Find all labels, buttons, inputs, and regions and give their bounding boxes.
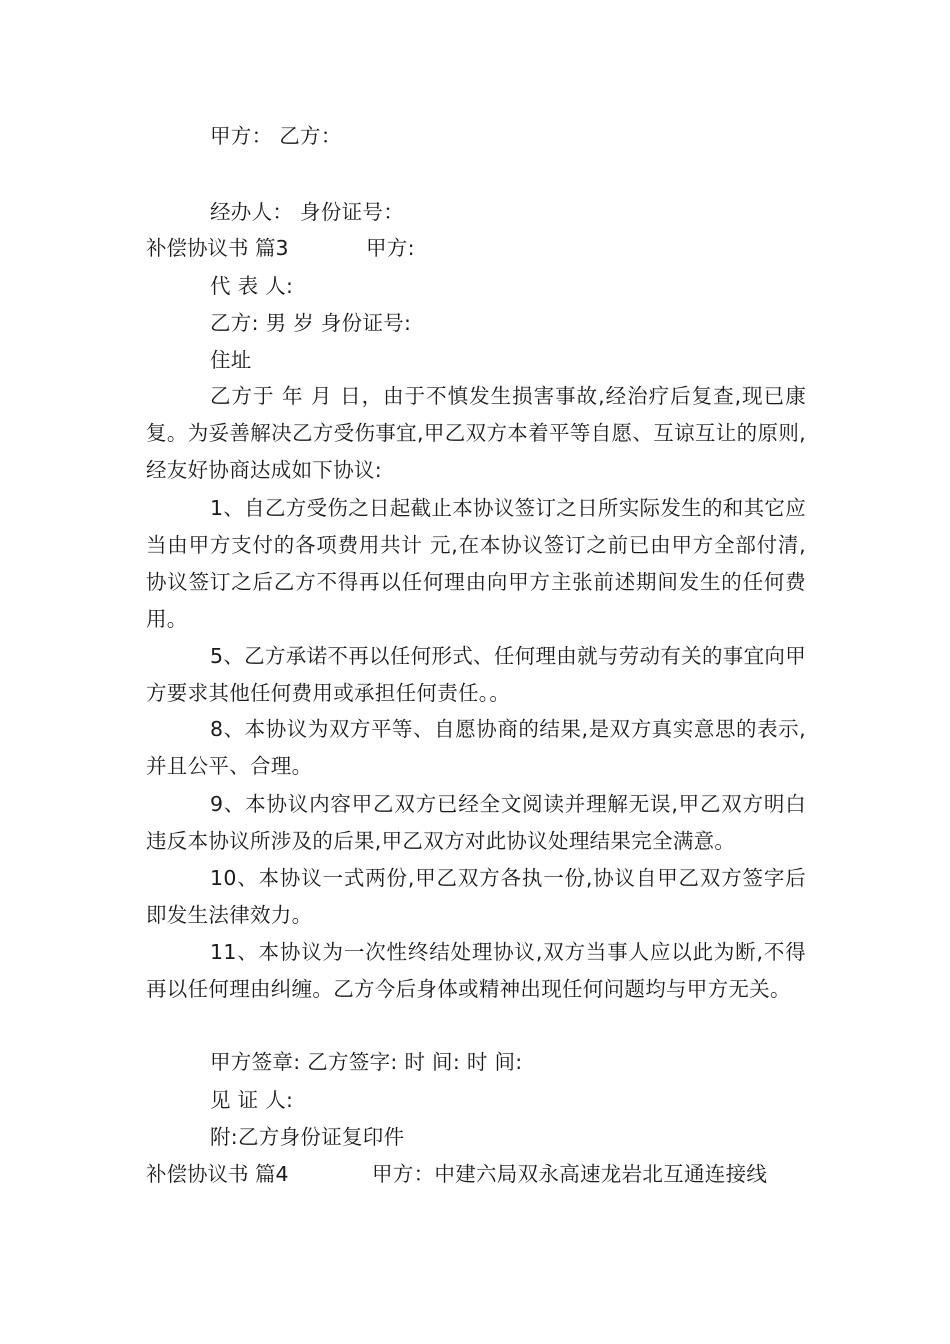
section3-address: 住址 <box>210 348 252 372</box>
clause-5-paragraph: 5、乙方承诺不再以任何形式、任何理由就与劳动有关的事宜向甲方要求其他任何费用或承担任何责任。。 <box>146 644 806 705</box>
handler-id-line: 经办人： 身份证号： <box>210 200 405 224</box>
section4-title: 补偿协议书 篇4 <box>146 1162 289 1186</box>
top-parties-line: 甲方： 乙方： <box>210 124 342 148</box>
clause-9-paragraph: 9、本协议内容甲乙双方已经全文阅读并理解无误,甲乙双方明白违反本协议所涉及的后果,甲乙双方对此协议处理结果完全满意。 <box>146 792 806 853</box>
clause-8-paragraph: 8、本协议为双方平等、自愿协商的结果,是双方真实意思的表示,并且公平、合理。 <box>146 717 806 778</box>
section3-title: 补偿协议书 篇3 <box>146 236 289 260</box>
clause-1-paragraph: 1、自乙方受伤之日起截止本协议签订之日所实际发生的和其它应当由甲方支付的各项费用共计 元,在本协议签订之前已由甲方全部付清,协议签订之后乙方不得再以任何理由向甲方主张前述期间发生的任何费用。 <box>146 496 806 631</box>
section4-party-a: 甲方：中建六局双永高速龙岩北互通连接线 <box>372 1162 768 1186</box>
attachment-line: 附:乙方身份证复印件 <box>210 1125 405 1149</box>
section3-representative: 代 表 人: <box>210 274 294 298</box>
section3-party-a: 甲方: <box>366 236 415 260</box>
clause-10-paragraph: 10、本协议一式两份,甲乙双方各执一份,协议自甲乙双方签字后即发生法律效力。 <box>146 866 806 927</box>
witness-line: 见 证 人: <box>210 1088 294 1112</box>
section3-party-b: 乙方: 男 岁 身份证号: <box>210 311 412 335</box>
signatures-line: 甲方签章: 乙方签字: 时 间: 时 间: <box>210 1050 523 1074</box>
clause-11-paragraph: 11、本协议为一次性终结处理协议,双方当事人应以此为断,不得再以任何理由纠缠。乙方今后身体或精神出现任何问题均与甲方无关。 <box>146 940 806 1001</box>
section3-intro-paragraph: 乙方于 年 月 日，由于不慎发生损害事故,经治疗后复查,现已康复。为妥善解决乙方受伤事宜,甲乙双方本着平等自愿、互谅互让的原则,经友好协商达成如下协议: <box>146 384 806 482</box>
